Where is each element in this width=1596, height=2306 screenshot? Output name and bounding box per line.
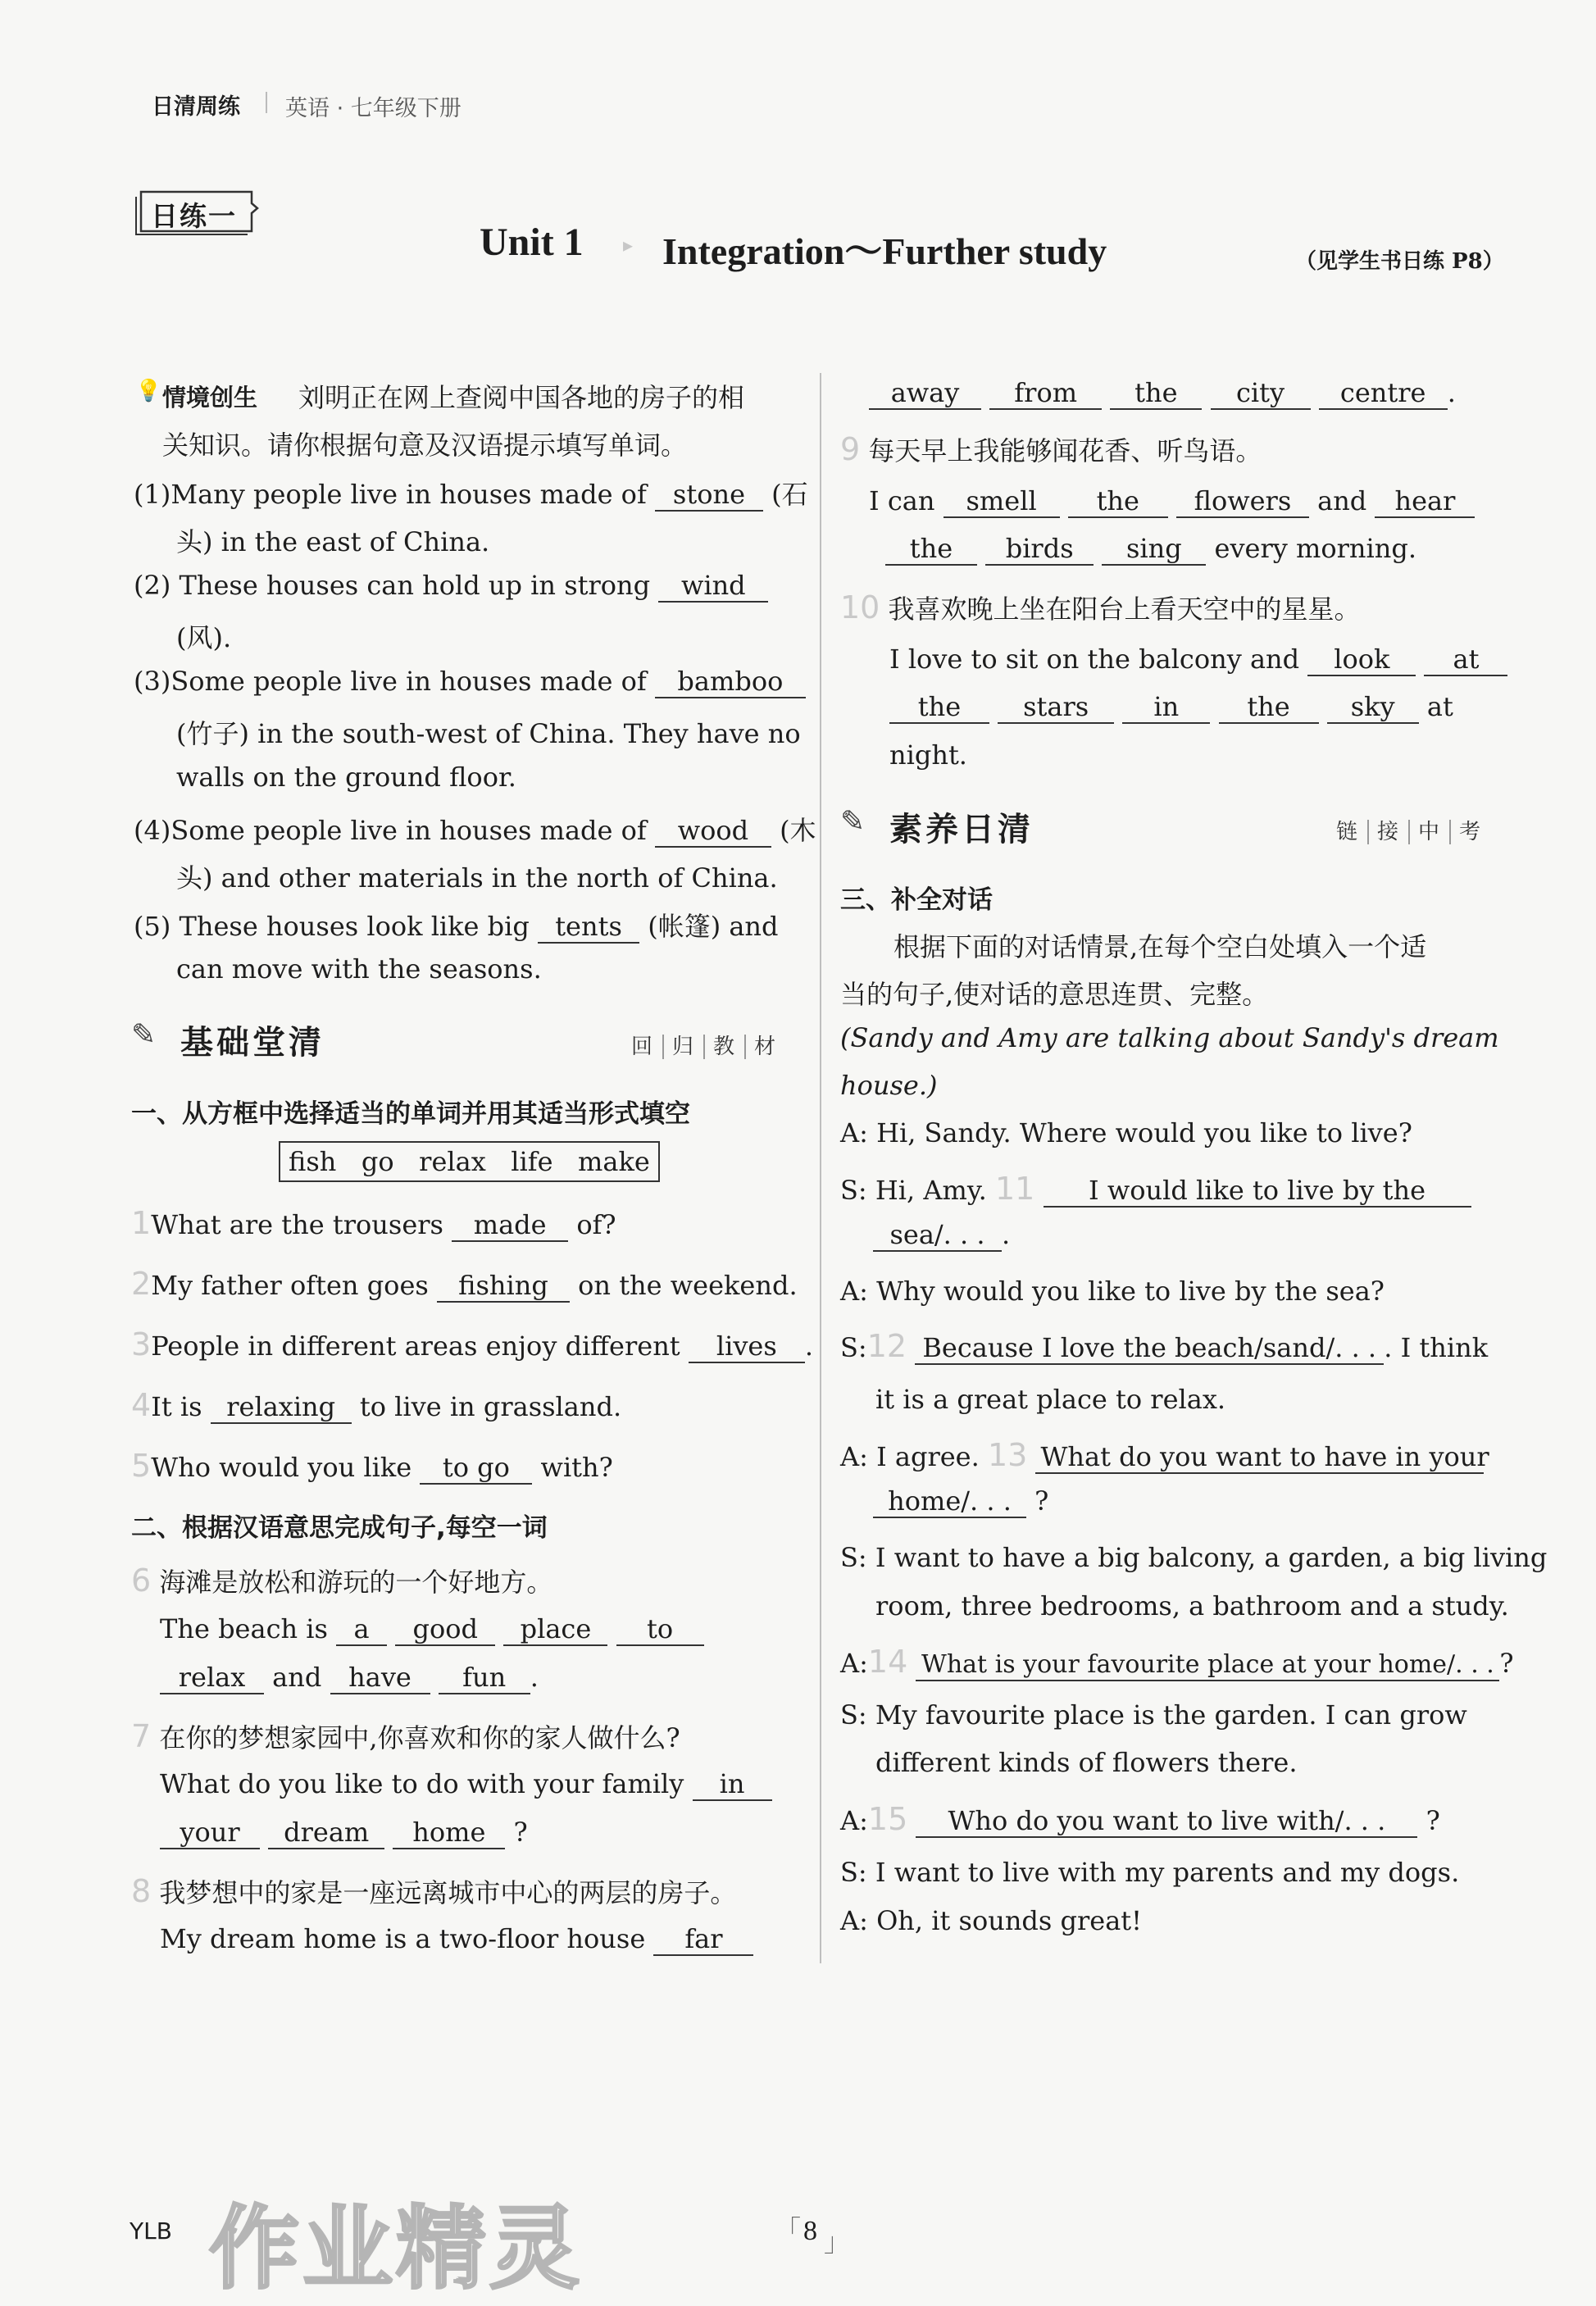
dialog-s1-cont: sea/. . . . [873, 1219, 1010, 1252]
q7-line2: your dream home ? [160, 1817, 528, 1849]
ctx-q3-answer: bamboo [655, 666, 806, 698]
p1-item-2: 2My father often goes fishing on the weekend. [131, 1266, 798, 1302]
ctx-q1-line2: 头) in the east of China. [176, 526, 490, 557]
q8-zh: 8 我梦想中的家是一座远离城市中心的两层的房子。 [131, 1873, 737, 1909]
ctx-q5-answer: tents [538, 912, 639, 944]
dialog-a5: A:15 Who do you want to live with/. . . ? [840, 1801, 1440, 1837]
answer-14: What is your favourite place at your home/. . . [916, 1651, 1499, 1681]
answer-11a: I would like to live by the [1044, 1176, 1471, 1208]
page-number: 8 [803, 2216, 817, 2246]
scene-2: house.) [840, 1070, 938, 1101]
answer-12: Because I love the beach/sand/. . . [915, 1333, 1384, 1365]
q10-zh: 10 我喜欢晚上坐在阳台上看天空中的星星。 [840, 589, 1361, 625]
part1-heading: 一、从方框中选择适当的单词并用其适当形式填空 [131, 1099, 690, 1129]
ctx-q5 [134, 906, 779, 944]
answer-13a: What do you want to have in your [1035, 1442, 1484, 1474]
q10-line2: the stars in the sky at [889, 691, 1453, 724]
literacy-title: 素养日清 [889, 811, 1034, 848]
p1-answer-4: relaxing [211, 1392, 352, 1424]
dialog-a6: A: Oh, it sounds great! [840, 1905, 1143, 1936]
ctx-q3-pre: (3)Some people live in houses made of [134, 666, 647, 697]
ctx-q4-answer: wood [655, 816, 771, 848]
ref-note: （见学生书日练 P8） [1295, 249, 1504, 274]
ctx-q3-line3: walls on the ground floor. [176, 762, 516, 793]
ctx-q3 [134, 666, 806, 698]
daily-badge [133, 187, 260, 236]
q10-line3: night. [889, 739, 967, 771]
ctx-q5-line2: can move with the seasons. [176, 953, 542, 985]
dialog-s2-line2: it is a great place to relax. [875, 1384, 1226, 1415]
context-intro-2: 关知识。请你根据句意及汉语提示填写单词。 [162, 430, 688, 461]
p1-item-5: 5Who would you like to go with? [131, 1448, 613, 1484]
ctx-q4-post: (木 [780, 815, 816, 846]
context-label: 情境创生 [162, 384, 258, 412]
dialog-a1: A: Hi, Sandy. Where would you like to live? [840, 1117, 1412, 1148]
p1-item-1: 1What are the trousers made of? [131, 1205, 616, 1241]
dialog-a2: A: Why would you like to live by the sea? [840, 1276, 1385, 1307]
title-arrow-icon: ▸ [623, 234, 634, 257]
ctx-q4-pre: (4)Some people live in houses made of [134, 815, 647, 846]
dialog-a3: A: I agree. 13 What do you want to have in your [840, 1437, 1489, 1473]
ctx-q1-answer: stone [655, 480, 763, 512]
part3-heading: 三、补全对话 [840, 885, 993, 915]
topic-title: Integration～Further study [662, 230, 1107, 272]
q10-line1: I love to sit on the balcony and look at [889, 644, 1507, 676]
bulb-icon: 💡 [135, 379, 162, 403]
dialog-a3-cont: home/. . . ? [873, 1485, 1048, 1518]
page-bracket-right: 」 [824, 2226, 851, 2258]
context-intro-1: 刘明正在网上查阅中国各地的房子的相 [298, 382, 745, 413]
dialog-s5: S: I want to live with my parents and my dogs. [840, 1857, 1460, 1888]
column-divider [820, 373, 821, 1963]
dialog-s3-1: S: I want to have a big balcony, a garden, a big living [840, 1542, 1548, 1573]
dialog-s4-1: S: My favourite place is the garden. I can grow [840, 1699, 1467, 1731]
ctx-q3-line2: (竹子) in the south-west of China. They have no [176, 718, 801, 749]
q8-line1: My dream home is a two-floor house far [160, 1923, 753, 1956]
basics-title: 基础堂清 [180, 1024, 325, 1062]
p1-answer-3: lives [689, 1331, 805, 1363]
ctx-q2-line2: (风). [176, 622, 232, 653]
footer-code: YLB [130, 2217, 172, 2245]
q7-zh: 7 在你的梦想家园中,你喜欢和你的家人做什么? [131, 1718, 680, 1754]
q7-line1: What do you like to do with your family in [160, 1768, 772, 1801]
answer-11b: sea/. . . [873, 1220, 1002, 1252]
unit-title: Unit 1 [480, 221, 584, 264]
dialog-a4: A:14 What is your favourite place at your home/. . . ? [840, 1644, 1514, 1680]
literacy-tag: 链 接 中 考 [1328, 815, 1490, 845]
dialog-s4-2: different kinds of flowers there. [875, 1747, 1298, 1778]
ctx-q2-answer: wind [658, 571, 768, 603]
ctx-q2 [134, 570, 768, 603]
ctx-q4 [134, 810, 816, 848]
p1-item-4: 4It is relaxing to live in grassland. [131, 1387, 622, 1423]
header-divider [266, 92, 267, 113]
p1-answer-2: fishing [437, 1271, 570, 1303]
ctx-q1-post: (石 [771, 479, 808, 510]
instr-1: 根据下面的对话情景,在每个空白处填入一个适 [893, 931, 1427, 962]
q6-line2: relax and have fun . [160, 1662, 539, 1694]
dialog-s3-2: room, three bedrooms, a bathroom and a study. [875, 1590, 1509, 1621]
dialog-s1: S: Hi, Amy. 11 I would like to live by the [840, 1171, 1471, 1208]
basics-tag: 回 归 教 材 [623, 1030, 785, 1060]
q9-line2: the birds sing every morning. [885, 533, 1416, 566]
dialog-s2: S:12 Because I love the beach/sand/. . . . I think [840, 1328, 1489, 1364]
pen-icon-2: ✎ [840, 805, 866, 839]
ctx-q2-pre: (2) These houses can hold up in strong [134, 570, 651, 601]
p1-answer-1: made [452, 1210, 568, 1242]
header-subject: 英语 · 七年级下册 [285, 96, 462, 121]
scene-1: (Sandy and Amy are talking about Sandy's dream [840, 1022, 1499, 1053]
ctx-q1 [134, 474, 808, 512]
ctx-q4-line2: 头) and other materials in the north of China. [176, 862, 778, 894]
watermark: 作业精灵 [209, 2196, 583, 2301]
q6-line1: The beach is a good place to [160, 1613, 704, 1646]
badge-label: 日练一 [151, 200, 237, 232]
q9-line1: I can smell the flowers and hear [869, 485, 1475, 518]
ctx-q5-post: (帐篷) and [648, 911, 779, 942]
ctx-q5-pre: (5) These houses look like big [134, 911, 530, 942]
header-brand: 日清周练 [152, 94, 240, 120]
ctx-q1-pre: (1)Many people live in houses made of [134, 479, 647, 510]
q9-zh: 9 每天早上我能够闻花香、听鸟语。 [840, 431, 1262, 467]
part2-heading: 二、根据汉语意思完成句子,每空一词 [131, 1513, 548, 1543]
q8-line2: away from the city centre . [869, 377, 1456, 410]
p1-item-3: 3People in different areas enjoy different lives . [131, 1326, 813, 1362]
q6-zh: 6 海滩是放松和游玩的一个好地方。 [131, 1562, 553, 1599]
pen-icon: ✎ [131, 1018, 157, 1052]
p1-answer-5: to go [420, 1453, 532, 1485]
word-box: fish go relax life make [279, 1141, 660, 1182]
answer-15: Who do you want to live with/. . . [916, 1806, 1417, 1838]
answer-13b: home/. . . [873, 1486, 1026, 1518]
instr-2: 当的句子,使对话的意思连贯、完整。 [840, 979, 1269, 1010]
page-bracket-left: 「 [775, 2214, 802, 2245]
